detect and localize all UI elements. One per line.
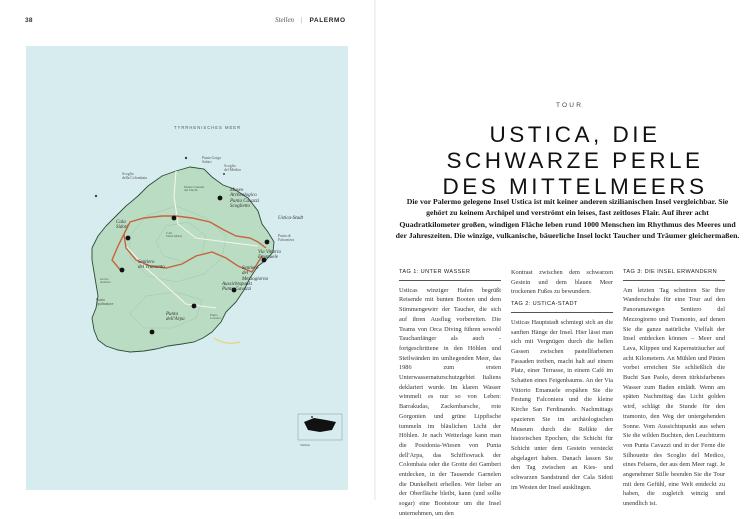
place-small-1: Monte Guardia dei Turchi	[184, 185, 205, 193]
place-scoglio-colombaia: Scoglio della Colombaia	[122, 172, 147, 180]
place-punta-arpa: Punta dell'Arpa	[166, 312, 185, 323]
column-heading: TAG 3: DIE INSEL ERWANDERN	[623, 268, 725, 281]
map-pin	[192, 304, 197, 309]
islet	[95, 195, 97, 197]
map-pin	[265, 240, 270, 245]
column-text: Usticas winziger Hafen begrüßt Reisende mit bunten Booten und dem Stimmengewirr der Taucher, die sich auf ihren Ausflug vorbereiten. Die Teams von Orca Diving führen sowohl Tauchanfänger als auch -fortgeschrittene in den Höhlen und Steilwänden im umliegenden Meer, das 1986 zum ersten Unterwassernaturschutzgebiet Italiens deklariert wurde. Im klaren Wasser wimmelt es nur so von Leben: Barrakudas, Zackenbarsche, rote Gorgonien und grüne Lippfische tummeln im bläulichen Licht der Höhlen. Je nach Wetterlage kann man die Posidonia-Wiesen von Punta dell'Arpa, das Schiffswrack der Colombaia oder die Grotte dei Gamberi entdecken, in der Tausende Garnelen die Dunkelheit erhellen. Wer lieber an der Oberfläche bleibt, kann (und sollte sogar) eine Bootstour um die Insel unternehmen, um den	[399, 286, 501, 517]
section-name: Stellen	[275, 16, 295, 24]
title-line: DES MITTELMEERS	[442, 174, 708, 199]
islet	[223, 173, 225, 175]
map-pin	[126, 236, 131, 241]
place-punta-gorgo: Punta Gorgo Salato	[202, 156, 222, 164]
place-small-3: Grotta Azzurra	[100, 277, 111, 285]
column-text: Am letzten Tag schnüren Sie Ihre Wanderschuhe für eine Tour auf den Panoramawegen Sentiero del Mezzogiorno und Tramonto, auf denen Sie die ganze natürliche Vielfalt der Insel entdecken können – Meer und Lava, Klippen und Kapernsträucher auf acht Kilometern. An Mühlen und Pinien vorbei erreichen Sie schließlich die Bucht San Paolo, deren türkisfarbenes Wasser zum Baden einlädt. Wenn am späten Nachmittag das Licht golden wird, schlägt die Stunde für den tramonto, den Weg der untergehenden Sonne. Vom Aussichtspunkt aus sehen Sie die wilden Buchten, den Leuchtturm von Punta Cavazzi und in der Ferne die Silhouette des Scoglio del Medico, eines Felsens, der aus dem Meer ragt. Je angenehmer Stille beenden Sie die Tour mit dem Gefühl, eine Welt entdeckt zu haben, die zugleich winzig und unendlich ist.	[623, 286, 725, 508]
place-sentiero-tramonto: Sentiero del Tramonto	[138, 260, 165, 271]
sea-label: TYRRHENISCHES MEER	[174, 125, 242, 130]
place-cala-sidoti: Cala Sidoti	[116, 220, 128, 231]
article-lead: Die vor Palermo gelegene Insel Ustica ist mit keiner anderen sizilianischen Insel vergleichbar. Sie gehört zu keinem Archipel und verströmt ein leises, fast zeitloses Flair. Auf ihrer acht Quadratkilometer großen, windigen Fläche leben rund 1000 Menschen im Rhythmus des Meeres und der Jahreszeiten. Die winzige, vulkanische, bäuerliche Insel lockt Taucher und Träumer gleichermaßen.	[395, 197, 740, 241]
page-gutter	[374, 0, 376, 500]
map-pin	[150, 330, 155, 335]
article-title	[430, 122, 720, 200]
header-separator: |	[301, 16, 303, 24]
islet	[185, 157, 187, 159]
map-graphic	[26, 46, 348, 490]
ustica-map	[26, 46, 348, 490]
place-small-2: Cala Santa Maria	[166, 231, 183, 239]
map-pin	[218, 196, 223, 201]
place-ustica-stadt: Ustica-Stadt	[278, 216, 303, 221]
map-pin	[120, 268, 125, 273]
place-aussichtspunkt: Aussichtspunkt Punta Gavazzi	[222, 282, 252, 293]
place-scoglio-medico: Scoglio del Medico	[224, 164, 242, 172]
place-punta-spalmatore: Punta Spalmatore	[96, 298, 114, 306]
inset-label: Sizilien	[300, 443, 311, 447]
place-sentiero-mezzogiorno: Sentiero del Mezzogiorno	[242, 266, 269, 282]
column-heading: TAG 1: UNTER WASSER	[399, 268, 501, 281]
place-punta-falconiera: Punta di Falconiera	[278, 234, 295, 242]
title-line: SCHWARZE PERLE	[446, 148, 704, 173]
column-day-1	[399, 268, 501, 519]
inset-ustica	[311, 416, 313, 418]
city-name: PALERMO	[309, 17, 346, 24]
map-pin	[172, 216, 177, 221]
place-via-vittorio: Via Vittorio Emanuele	[258, 250, 282, 261]
page-number: 38	[25, 17, 33, 24]
article-kicker: TOUR	[556, 102, 584, 109]
column-day-3	[623, 268, 725, 509]
column-text: Usticas Hauptstadt schmiegt sich an die sanften Hänge der Insel. Hier lässt man sich mit Vergnügen durch die hellen Gassen zwischen pastellfarbenen Fassaden treiben, macht halt auf einem Platz, einer Terrasse, in einem Café im Schatten eines Feigenbaums. An der Via Vittorio Emanuele erspähen Sie die Festung Falconiera und die kleine Kirche San Ferdinando. Nachmittags spazieren Sie im archäologischen Museum durch die Relikte der historischen Epochen, die Schicht für Schicht unter dem Gestein versteckt abgelagert haben. Danach lassen Sie den Tag zwischen an Kies- und schwarzen Sandstrand der Cala Sidoti im Westen der Insel ausklingen.	[511, 318, 613, 491]
title-line: USTICA, DIE	[489, 122, 661, 147]
running-header	[275, 16, 346, 24]
column-text-continued: Kontrast zwischen dem schwarzen Gestein und dem blauen Meer trockenen Fußes zu bewundern.	[511, 269, 613, 296]
column-day-2	[511, 268, 613, 492]
column-heading: TAG 2: USTICA-STADT	[511, 300, 613, 313]
place-museo: Museo Archeologico Punta Cavazzi Scoglietto	[230, 188, 260, 209]
place-small-4: Punta Cavazzi	[210, 313, 221, 321]
